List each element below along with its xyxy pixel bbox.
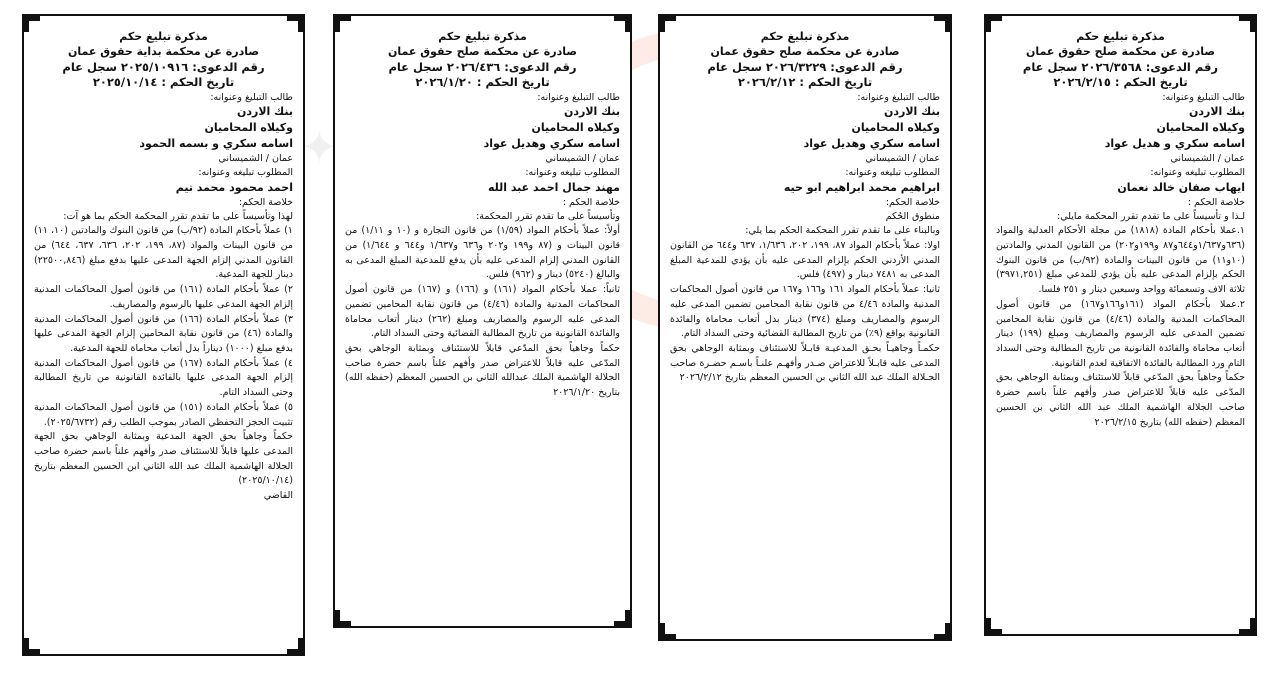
- judgment-paragraph: لهذا وتأسيساً على ما تقدم تقرر المحكمة الحكم بما هو آت:: [63, 210, 293, 222]
- judgment-paragraph: ٢.عملا بأحكام المواد (١٦١و١٦٦و١٦٧) من قانون أصول المحاكمات المدنية والمادة (٤/٤٦) من قانون نقابة المحامين تضمين المدعى عليه الرسوم والمصاريف ومبلغ (١٩٩) دينار أتعاب محاماة والفائدة القانونية من تاريخ المطالبة وحتى السداد التام ورد المطالبة بالفائدة الاتفاقية لعدم القانونية.: [996, 298, 1245, 369]
- notice-header: [345, 30, 620, 91]
- requester-attorneys: اسامه سكري و بسمه الحمود: [139, 137, 293, 151]
- requester-attorneys: اسامه سكري وهديل عواد: [483, 137, 620, 151]
- notice-header: [34, 30, 293, 91]
- corner-ornament: [934, 623, 952, 641]
- judgment-paragraph: وبالبناء على ما تقدم تقرر المحكمة الحكم بما يلي:: [745, 225, 940, 237]
- notice-1: [333, 14, 632, 628]
- target-name: مهند جمال احمد عبد الله: [487, 180, 620, 194]
- requester-attorneys: اسامه سكري وهديل عواد: [803, 137, 940, 151]
- target-label: المطلوب تبليغه وعنوانه:: [845, 167, 940, 179]
- case-number: رقم الدعوى: ٢٠٢٦/٣٢٢٩ سجل عام: [707, 59, 903, 74]
- target-label: المطلوب تبليغه وعنوانه:: [198, 167, 293, 179]
- judgment-paragraph: حكماً وجاهياً بحق المدّعي قابلاً للاستئناف وبمثابة الوجاهي بحق المدّعى عليه قابلاً للاعتراض صدر وأفهم علناً باسم حضرة صاحب الجلالة الهاشمية الملك عبد الله الثاني بن الحسين المعظم (حفظه الله) بتاريخ ٢٠٢٦/٢/١٥: [996, 372, 1245, 428]
- corner-ornament: [1239, 14, 1257, 32]
- corner-ornament: [614, 14, 632, 32]
- requester-label: طالب التبليغ وعنوانه:: [857, 91, 940, 103]
- notice-title: مذكرة تبليغ حكم: [119, 30, 208, 43]
- summary-label: خلاصة الحكم :: [1187, 196, 1245, 208]
- corner-ornament: [658, 623, 676, 641]
- judgment-paragraph: حكماً وجاهياً بحق المدّعي قابلاً للاستئناف وبمثابة الوجاهي بحق المدّعى عليه قابلاً للاعتراض صدر وأفهم علناً باسم حضرة صاحب الجلالة الهاشمية الملك عبدالله الثاني بن الحسين المعظم (حفظه الله) بتاريخ ٢٠٢٦/١/٢٠: [345, 343, 620, 399]
- requester-attorneys: اسامه سكري و هديل عواد: [1104, 137, 1245, 151]
- requester-attorneys-label: وكيلاه المحاميان: [204, 121, 293, 135]
- requester-label: طالب التبليغ وعنوانه:: [210, 91, 293, 103]
- judgment-paragraph: أولاً: عملاً بأحكام المواد (١/٥٩) من قانون التجارة و (١٠ و ١/١١) من قانون البينات و (٨٧ و١٩٩ و٢٠٢ و٦٣٦ و١/٦٣٧ و٦٤٤ و ١/٦٤٤) من القانون المدني إلزام المدعى عليه بأن يدفع للمدعية المبلغ المدعى به والبالغ (٥٢٤٠) دينار و (٩٦٢) فلس.: [345, 225, 621, 281]
- corner-ornament: [287, 638, 305, 656]
- requester-name: بنك الاردن: [1188, 105, 1245, 119]
- notice-title: مذكرة تبليغ حكم: [1076, 30, 1165, 43]
- requester-label: طالب التبليغ وعنوانه:: [537, 91, 620, 103]
- judgment-paragraph: ١.عملا بأحكام المادة (١٨١٨) من مجلة الأحكام العدلية والمواد (٦٣٦و١/٦٣٧و٦٤٤و٨٧ و١٩٩و٢٠٢) من القانون المدني والمادتين (١٠و١١) من قانون البينات والمادة (٩٢/ب) من قانون البنوك الحكم بإلزام المدعى عليه بأن يؤدي للمدعي مبلغ (٣٩٧١,٢٥١) ثلاثة الاف وتسعمائة وواحد وسبعين دينار و ٢٥١ فلسا.: [996, 225, 1245, 296]
- address: عمان / الشميساني: [218, 153, 293, 165]
- judgment-paragraph: حكمـاً وجاهيـاً بحـق المدعيـة قابـلاً للاستئناف وبمثابة الوجاهي بحق المدعى عليه قابـلاً للاعتراض صـدر وأفهـم علنـاً باسـم حضـرة صاحب الجـلالة الملك عبد الله الثاني بن الحسين المعظم بتاريخ ٢٠٢٦/٢/١٢: [670, 343, 940, 384]
- judge-signature: القاضي: [263, 490, 293, 502]
- judgment-date: تاريخ الحكم : ٢٠٢٦/٢/١٥: [1053, 75, 1188, 90]
- corner-ornament: [658, 14, 676, 32]
- target-label: المطلوب تبليغه وعنوانه:: [525, 167, 620, 179]
- requester-attorneys-label: وكيلاه المحاميان: [531, 121, 620, 135]
- judgment-date: تاريخ الحكم : ٢٠٢٦/١/٢٠: [415, 75, 550, 90]
- judgment-paragraph: ثانيا: عملاً بأحكام المواد ١٦١ و١٦٦ و١٦٧ من قانون أصول المحاكمات المدنية والمادة ٤/٤٦ من قانون نقابة المحامين تضمين المدعى عليه الرسوم والمصاريف ومبلغ (٣٧٤) دينار بدل أتعاب محاماة والفائدة القانونية بواقع (٩٪) من تاريخ المطالبة القضائية وحتى السداد التام.: [670, 284, 941, 340]
- summary-label: خلاصة الحكم :: [562, 196, 620, 208]
- notice-header: [996, 30, 1245, 91]
- requester-name: بنك الاردن: [883, 105, 940, 119]
- judgment-paragraph: حكماً وجاهياً بحق الجهة المدعية وبمثابة الوجاهي بحق الجهة المدعى عليها قابلاً للاستئناف صدر وأفهم علناً باسم حضرة صاحب الجلالة الهاشمية الملك عبد الله الثاني ابن الحسين المعظم بتاريخ (٢٠٢٥/١٠/١٤): [34, 431, 293, 487]
- target-label: المطلوب تبليغه وعنوانه:: [1150, 167, 1245, 179]
- judgment-paragraph: ٥) عملاً بأحكام المادة (١٥١) من قانون أصول المحاكمات المدنية تثبيت الحجز التحفظي الصادر بموجب الطلب رقم (٢٠٢٥/٦٧٣٢).: [34, 401, 293, 428]
- court-name: صادرة عن محكمة صلح حقوق عمان: [1025, 44, 1215, 58]
- judgment-paragraph: ١) عملاً بأحكام المادة (٩٢/ب) من قانون البنوك والمادتين (١٠، ١١) من قانون البينات والمواد (٨٧، ١٩٩، ٢٠٢، ٦٣٦، ٦٣٧، ٦٤٤) من القانون المدني إلزام الجهة المدعى عليها بدفع مبلغ (٢٢٥٠٠,٨٤٦) دينار للجهة المدعية.: [34, 225, 293, 281]
- notice-title: مذكرة تبليغ حكم: [438, 30, 527, 43]
- notice-3: [984, 14, 1257, 636]
- judgment-paragraph: ٤) عملاً بأحكام المادة (١٦٧) من قانون أصول المحاكمات المدنية إلزام الجهة المدعى عليها بالفائدة القانونية من تاريخ المطالبة وحتى السداد التام.: [34, 357, 293, 399]
- requester-name: بنك الاردن: [236, 105, 293, 119]
- court-name: صادرة عن محكمة صلح حقوق عمان: [710, 44, 900, 58]
- target-name: ايهاب صفان خالد نعمان: [1117, 180, 1245, 194]
- notice-header: [670, 30, 940, 91]
- judgment-date: تاريخ الحكم : ٢٠٢٥/١٠/١٤: [92, 75, 235, 90]
- corner-ornament: [984, 14, 1002, 32]
- notice-0: [22, 14, 305, 656]
- judgment-date: تاريخ الحكم : ٢٠٢٦/٢/١٢: [737, 75, 873, 90]
- corner-ornament: [22, 14, 40, 32]
- court-name: صادرة عن محكمة بداية حقوق عمان: [67, 44, 259, 58]
- judgment-paragraph: لـذا و تأسيساً على ما تقدم تقرر المحكمة مايلي:: [1057, 210, 1245, 222]
- corner-ornament: [934, 14, 952, 32]
- notice-title: مذكرة تبليغ حكم: [760, 30, 850, 43]
- judgment-paragraph: ٢) عملاً بأحكام المادة (١٦١) من قانون أصول المحاكمات المدنية إلزام الجهة المدعى عليها بالرسوم والمصاريف.: [34, 284, 293, 310]
- target-name: ابراهيم محمد ابراهيم ابو حيه: [783, 180, 940, 194]
- corner-ornament: [333, 610, 351, 628]
- requester-attorneys-label: وكيلاه المحاميان: [1156, 121, 1245, 135]
- requester-attorneys-label: وكيلاه المحاميان: [851, 121, 940, 135]
- corner-ornament: [287, 14, 305, 32]
- address: عمان / الشميساني: [1170, 153, 1245, 165]
- corner-ornament: [22, 638, 40, 656]
- court-name: صادرة عن محكمة صلح حقوق عمان: [387, 44, 577, 58]
- judgment-paragraph: ثانياً: عملا بأحكام المواد (١٦١) و (١٦٦) و (١٦٧) من قانون أصول المحاكمات المدنية والمادة (٤/٤٦) من قانون نقابة المحامين تضمين المدعى عليه الرسوم والمصاريف ومبلغ (٢٦٢) دينار أتعاب محاماة والفائدة القانونية من تاريخ المطالبة القضائية وحتى السداد التام.: [345, 284, 620, 340]
- watermark-logo-icon: ✦: [300, 120, 339, 174]
- corner-ornament: [614, 610, 632, 628]
- summary-label: خلاصة الحكم:: [238, 196, 293, 208]
- corner-ornament: [984, 618, 1002, 636]
- target-name: احمد محمود محمد تيم: [175, 180, 293, 194]
- requester-name: بنك الاردن: [563, 105, 620, 119]
- judgment-paragraph: ٣) عملاً بأحكام المادة (١٦٦) من قانون أصول المحاكمات المدنية والمادة (٤٦) من قانون نقابة المحامين إلزام الجهة المدعى عليها بدفع مبلغ (١٠٠٠) ديناراً بدل أتعاب محاماة للجهة المدعية.: [34, 313, 293, 354]
- judgment-paragraph: اولا: عملاً بأحكام المواد ٨٧، ١٩٩، ٢٠٢، ١/٦٣٦، ٦٣٧ و٦٤٤ من القانون المدني الأردني الحكم بإلزام المدعى عليه بأن يؤدي للمدعية المبلغ المدعى به ٧٤٨١ دينار و (٤٩٧) فلس.: [670, 239, 940, 281]
- case-number: رقم الدعوى: ٢٠٢٦/٣٥٦٨ سجل عام: [1022, 59, 1219, 74]
- case-number: رقم الدعوى: ٢٠٢٥/١٠٩١٦ سجل عام: [62, 59, 265, 74]
- address: عمان / الشميساني: [865, 153, 940, 165]
- judgment-paragraph: وتأسيساً على ما تقدم تقرر المحكمة:: [476, 210, 620, 222]
- summary-label: خلاصة الحكم:: [885, 196, 940, 208]
- corner-ornament: [333, 14, 351, 32]
- case-number: رقم الدعوى: ٢٠٢٦/٤٣٦ سجل عام: [388, 59, 577, 74]
- requester-label: طالب التبليغ وعنوانه:: [1162, 91, 1245, 103]
- judgment-paragraph: منطوق الحُكم: [885, 210, 940, 222]
- address: عمان / الشميساني: [545, 153, 620, 165]
- corner-ornament: [1239, 618, 1257, 636]
- notice-2: [658, 14, 952, 641]
